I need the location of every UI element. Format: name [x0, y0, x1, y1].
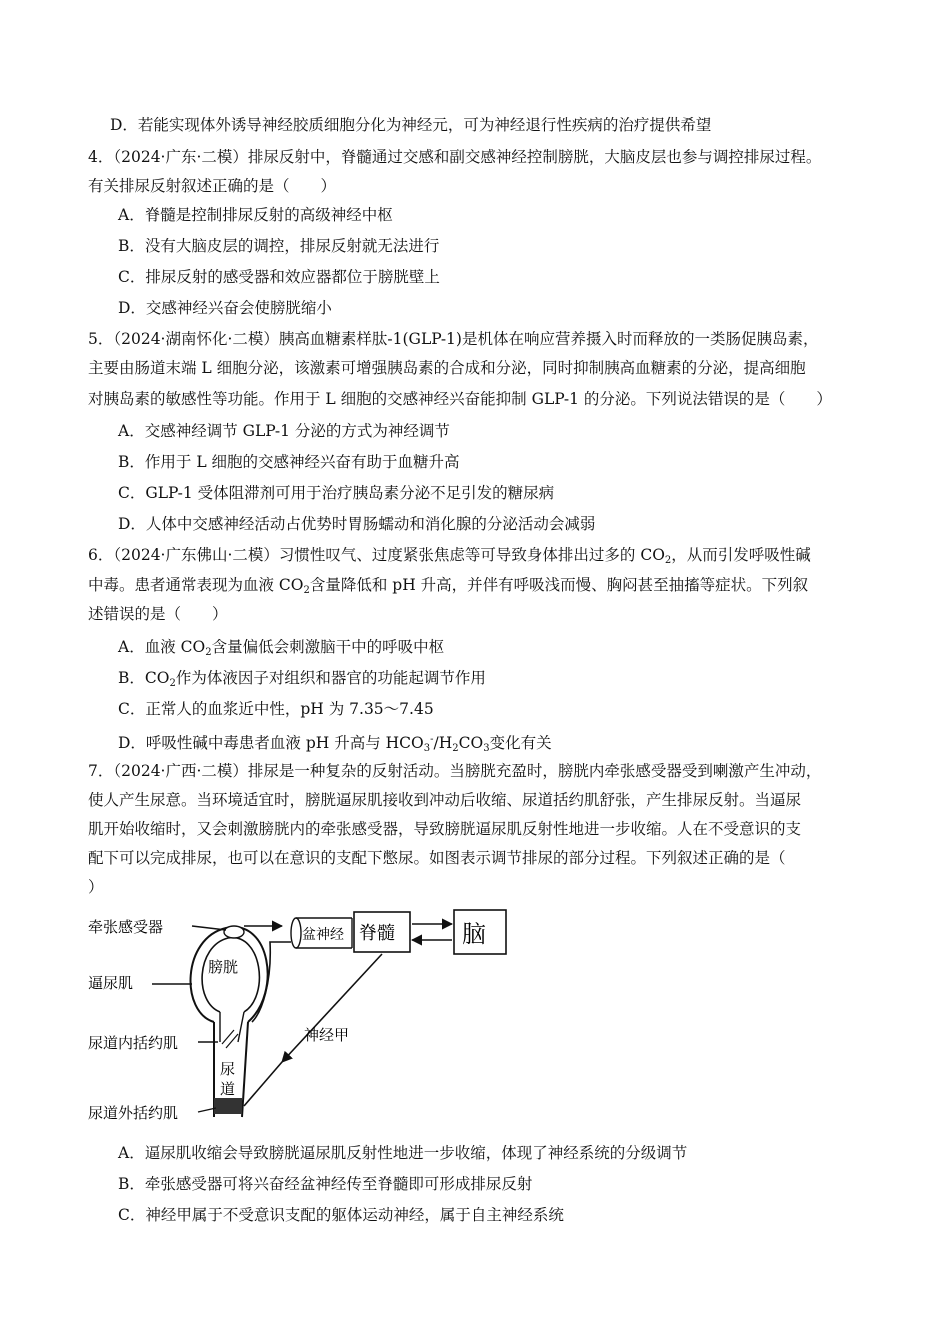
label-bladder: 膀胱: [208, 958, 239, 976]
subscript: 3: [483, 743, 490, 754]
subscript: 3: [423, 743, 431, 754]
q5-option-c: C．GLP-1 受体阻滞剂可用于治疗胰岛素分泌不足引发的糖尿病: [118, 484, 555, 502]
label-inner-sphincter: 尿道内括约肌: [88, 1034, 179, 1052]
subscript: 2: [169, 678, 176, 689]
label-brain: 脑: [462, 920, 486, 948]
label-urethra-2: 道: [220, 1080, 236, 1098]
pelvic-nerve-box: [291, 918, 352, 948]
superscript: -: [430, 734, 434, 745]
label-nerve-jia: 神经甲: [304, 1026, 350, 1044]
q6-stem-line3: 述错误的是（ ）: [88, 605, 228, 623]
q6-option-c: C．正常人的血浆近中性，pH 为 7.35～7.45: [118, 700, 434, 718]
label-spinal-cord: 脊髓: [359, 923, 395, 944]
label-detrusor: 逼尿肌: [88, 974, 134, 992]
q4-option-b: B．没有大脑皮层的调控，排尿反射就无法进行: [118, 237, 440, 255]
q7-option-c: C．神经甲属于不受意识支配的躯体运动神经，属于自主神经系统: [118, 1206, 564, 1224]
q7-stem-line4: 配下可以完成排尿，也可以在意识的支配下憋尿。如图表示调节排尿的部分过程。下列叙述正确的是（: [88, 849, 786, 867]
q5-option-a: A．交感神经调节 GLP-1 分泌的方式为神经调节: [118, 422, 450, 440]
q4-option-c: C．排尿反射的感受器和效应器都位于膀胱壁上: [118, 268, 440, 286]
q4-option-d: D．交感神经兴奋会使膀胱缩小: [118, 299, 332, 317]
subscript: 2: [303, 585, 310, 596]
q7-stem-line3: 肌开始收缩时，又会刺激膀胱内的牵张感受器，导致膀胱逼尿肌反射性地进一步收缩。人在不受意识的支: [88, 820, 802, 838]
subscript: 2: [205, 647, 212, 658]
q6-option-b: B．$CO_2$作为体液因子对组织和器官的功能起调节作用: [118, 669, 486, 689]
label-stretch-receptor: 牵张感受器: [88, 918, 164, 936]
q7-option-a: A．逼尿肌收缩会导致膀胱逼尿肌反射性地进一步收缩，体现了神经系统的分级调节: [118, 1144, 688, 1162]
q6-stem-line2: 中毒。患者通常表现为血液 $CO_2$含量降低和 pH 升高，并伴有呼吸浅而慢、胸闷甚至抽搐等症状。下列叙: [88, 576, 809, 596]
q7-stem-line1: 7．（2024·广西·二模）排尿是一种复杂的反射活动。当膀胱充盈时，膀胱内牵张感受器受到喇激产生冲动，: [88, 762, 822, 780]
q4-stem-line2: 有关排尿反射叙述正确的是（ ）: [88, 177, 337, 195]
q5-stem-line1: 5．（2024·湖南怀化·二模）胰高血糖素样肽-1(GLP-1)是机体在响应营养摄入时而释放的一类肠促胰岛素，: [88, 330, 819, 348]
q6-stem-line1: 6．（2024·广东佛山·二模）习惯性叹气、过度紧张焦虑等可导致身体排出过多的 $CO_2$，从而引发呼吸性碱: [88, 546, 811, 566]
q4-stem-line1: 4．（2024·广东·二模）排尿反射中，脊髓通过交感和副交感神经控制膀胱，大脑皮层也参与调控排尿过程。: [88, 148, 822, 166]
label-outer-sphincter: 尿道外括约肌: [88, 1104, 179, 1122]
label-urethra-1: 尿: [220, 1060, 236, 1078]
subscript: 2: [664, 555, 672, 566]
q4-option-a: A．脊髓是控制排尿反射的高级神经中枢: [118, 206, 393, 224]
urination-reflex-diagram: [86, 902, 516, 1130]
q7-option-b: B．牵张感受器可将兴奋经盆神经传至脊髓即可形成排尿反射: [118, 1175, 533, 1193]
q5-stem-line2: 主要由肠道末端 L 细胞分泌，该激素可增强胰岛素的合成和分泌，同时抑制胰高血糖素的分泌，提高细胞: [88, 359, 806, 377]
q7-stem-line2: 使人产生尿意。当环境适宜时，膀胱逼尿肌接收到冲动后收缩、尿道括约肌舒张，产生排尿反射。当逼尿: [88, 791, 802, 809]
q5-option-b: B．作用于 L 细胞的交感神经兴奋有助于血糖升高: [118, 453, 460, 471]
q5-option-d: D．人体中交感神经活动占优势时胃肠蠕动和消化腺的分泌活动会减弱: [118, 515, 596, 533]
q6-option-d: D．呼吸性碱中毒患者血液 pH 升高与 $HCO_3^-/H_2CO_3$变化有关: [118, 734, 552, 754]
q3-option-d: D．若能实现体外诱导神经胶质细胞分化为神经元，可为神经退行性疾病的治疗提供希望: [110, 116, 712, 134]
label-pelvic-nerve: 盆神经: [302, 927, 344, 943]
q7-stem-line5: ）: [88, 878, 104, 896]
q5-stem-line3: 对胰岛素的敏感性等功能。作用于 L 细胞的交感神经兴奋能抑制 GLP-1 的分泌。下列说法错误的是（ ）: [88, 390, 832, 408]
subscript: 2: [452, 743, 459, 754]
q6-option-a: A．血液 $CO_2$含量偏低会刺激脑干中的呼吸中枢: [118, 638, 445, 658]
